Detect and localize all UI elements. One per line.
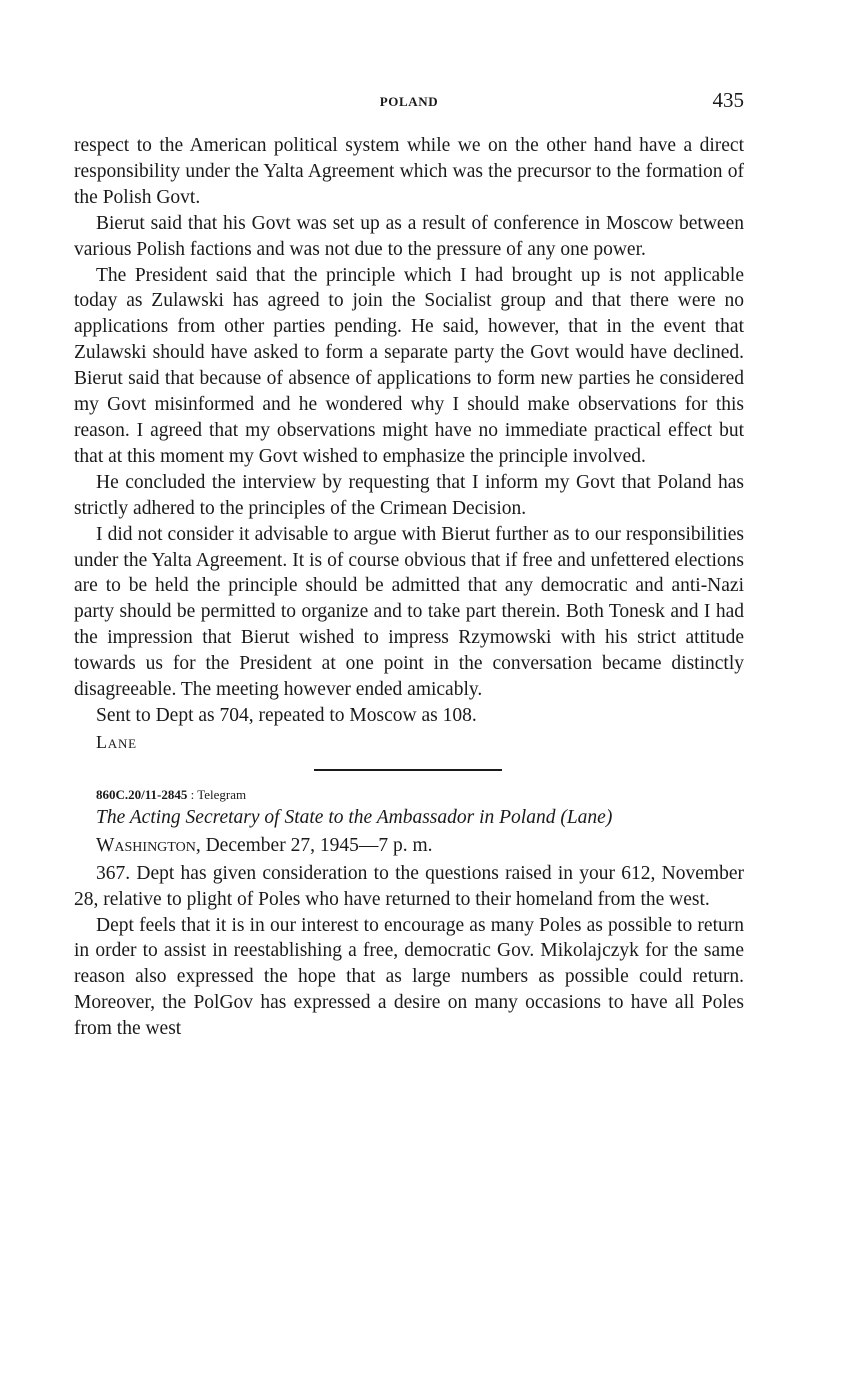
telegram-paragraph-2: Dept feels that it is in our interest to encourage as many Poles as possible to return in order to assist in reestablishing a free, democratic Gov. Mikolajczyk for the same reason also expressed the hope that as large numbers as possible could return. Moreover, the PolGov has expressed a desire on many occasions to have all Poles from the west: [74, 914, 744, 1040]
running-head: [74, 88, 744, 116]
telegram-paragraph-1: 367. Dept has given consideration to the questions raised in your 612, November 28, relative to plight of Poles who have returned to their homeland from the west.: [74, 862, 744, 910]
file-reference: [74, 785, 744, 805]
paragraph-interview-conclusion: He concluded the interview by requesting that I inform my Govt that Poland has strictly adhered to the principles of the Crimean Decision.: [74, 471, 744, 519]
dateline: [74, 831, 744, 861]
dateline-date: , December 27, 1945—7 p. m.: [195, 834, 433, 856]
signature: Lane: [96, 731, 137, 752]
dateline-place: Washington: [96, 834, 196, 856]
document-title: The Acting Secretary of State to the Ambassador in Poland (Lane): [96, 806, 613, 828]
paragraph-assessment: I did not consider it advisable to argue with Bierut further as to our responsibilities under the Yalta Agreement. It is of course obvious that if free and unfettered elections are to be held the principle should be admitted that any democratic and anti-Nazi party should be permitted to organize and to take part therein. Both Tonesk and I had the impression that Bierut wished to impress Rzymowski with his strict attitude towards us for the President at one point in the conversation became distinctly disagreeable. The meeting however ended amicably.: [74, 523, 744, 701]
paragraph-president-response: The President said that the principle which I had brought up is not applicable today as Zulawski has agreed to join the Socialist group and that there were no applications from other parties pending. He said, however, that in the event that Zulawski should have asked to form a separate party the Govt would have declined. Bierut said that because of absence of applications to form new parties he considered my Govt misinformed and he wondered why I should make observations for this reason. I agreed that my observations might have no immediate practical effect but that at this moment my Govt wished to emphasize the principle involved.: [74, 264, 744, 467]
section-divider: [314, 769, 502, 771]
page-number: 435: [712, 88, 744, 112]
file-kind: : Telegram: [190, 786, 247, 802]
paragraph-bierut-reply: Bierut said that his Govt was set up as a result of conference in Moscow between various Polish factions and was not due to the pressure of any one power.: [74, 212, 744, 260]
paragraph-continued: respect to the American political system while we on the other hand have a direct responsibility under the Yalta Agreement which was the precursor to the formation of the Polish Govt.: [74, 135, 744, 208]
file-number: 860C.20/11-2845: [96, 786, 188, 802]
paragraph-routing: Sent to Dept as 704, repeated to Moscow as 108.: [96, 704, 477, 726]
body-text: [74, 133, 744, 1042]
section-title: POLAND: [379, 94, 439, 109]
